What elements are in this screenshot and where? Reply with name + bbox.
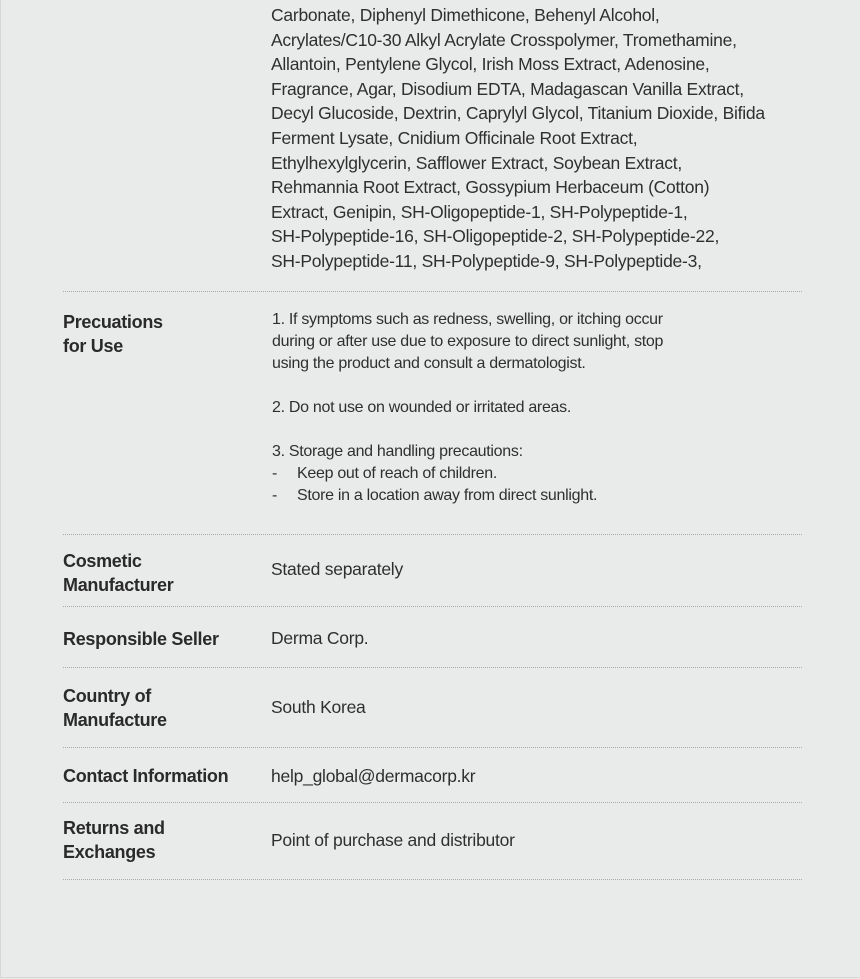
ingredients-line: Ferment Lysate, Cnidium Officinale Root Extract, [271,127,638,148]
ingredients-line: Ethylhexylglycerin, Safflower Extract, Soybean Extract, [271,152,682,173]
row-divider [63,291,802,292]
precaution-item-2: 2. Do not use on wounded or irritated areas. [272,399,571,416]
precaution-item-3 [272,441,597,507]
row-divider [63,534,802,535]
dash-bullet-icon: - [272,487,278,504]
label-line: Responsible Seller [63,629,219,649]
responsible-seller-value: Derma Corp. [271,628,369,648]
precaution-line: 3. Storage and handling precautions: [272,443,523,460]
label-line: Country of [63,686,151,706]
label-line: Manufacturer [63,575,174,595]
label-line: Manufacture [63,710,167,730]
ingredients-line: Rehmannia Root Extract, Gossypium Herbaceum (Cotton) [271,177,710,198]
bullet-text: Store in a location away from direct sunlight. [297,487,598,504]
ingredients-line: Extract, Genipin, SH-Oligopeptide-1, SH-Polypeptide-1, [271,201,688,222]
row-divider [63,802,802,803]
row-divider [63,747,802,748]
precaution-line: using the product and consult a dermatologist. [272,355,586,372]
cosmetic-manufacturer-label [63,549,173,597]
precaution-bullet [272,485,597,507]
precaution-line: during or after use due to exposure to direct sunlight, stop [272,333,664,350]
ingredients-line: Decyl Glucoside, Dextrin, Caprylyl Glycol, Titanium Dioxide, Bifida [271,103,765,124]
ingredients-line: Allantoin, Pentylene Glycol, Irish Moss Extract, Adenosine, [271,54,710,75]
country-of-manufacture-value: South Korea [271,697,366,717]
row-divider [63,879,802,880]
ingredients-line: Carbonate, Diphenyl Dimethicone, Behenyl Alcohol, [271,5,660,25]
ingredients-line: SH-Polypeptide-16, SH-Oligopeptide-2, SH-Polypeptide-22, [271,226,720,247]
label-line: Exchanges [63,842,156,862]
precautions-label [63,310,163,358]
ingredients-line: Fragrance, Agar, Disodium EDTA, Madagascan Vanilla Extract, [271,78,744,99]
ingredients-text [271,3,811,274]
precaution-bullet [272,463,597,485]
row-divider [63,606,802,607]
row-divider [63,667,802,668]
contact-information-label [63,764,228,788]
label-line: Contact Information [63,766,229,786]
precaution-item-1 [272,309,663,375]
country-of-manufacture-label [63,684,167,732]
label-line: Returns and [63,818,165,838]
responsible-seller-label [63,627,219,651]
returns-and-exchanges-value: Point of purchase and distributor [271,830,515,850]
ingredients-line: Acrylates/C10-30 Alkyl Acrylate Crosspolymer, Tromethamine, [271,29,737,50]
ingredients-line: SH-Polypeptide-11, SH-Polypeptide-9, SH-Polypeptide-3, [271,250,702,271]
contact-email-link[interactable]: help_global@dermacorp.kr [271,766,476,786]
label-line: for Use [63,336,123,356]
precaution-line: 1. If symptoms such as redness, swelling, or itching occur [272,311,663,328]
label-line: Cosmetic [63,551,142,571]
cosmetic-manufacturer-value: Stated separately [271,559,403,579]
bullet-text: Keep out of reach of children. [297,465,498,482]
dash-bullet-icon: - [272,465,278,482]
label-line: Precuations [63,312,163,332]
returns-and-exchanges-label [63,816,165,864]
